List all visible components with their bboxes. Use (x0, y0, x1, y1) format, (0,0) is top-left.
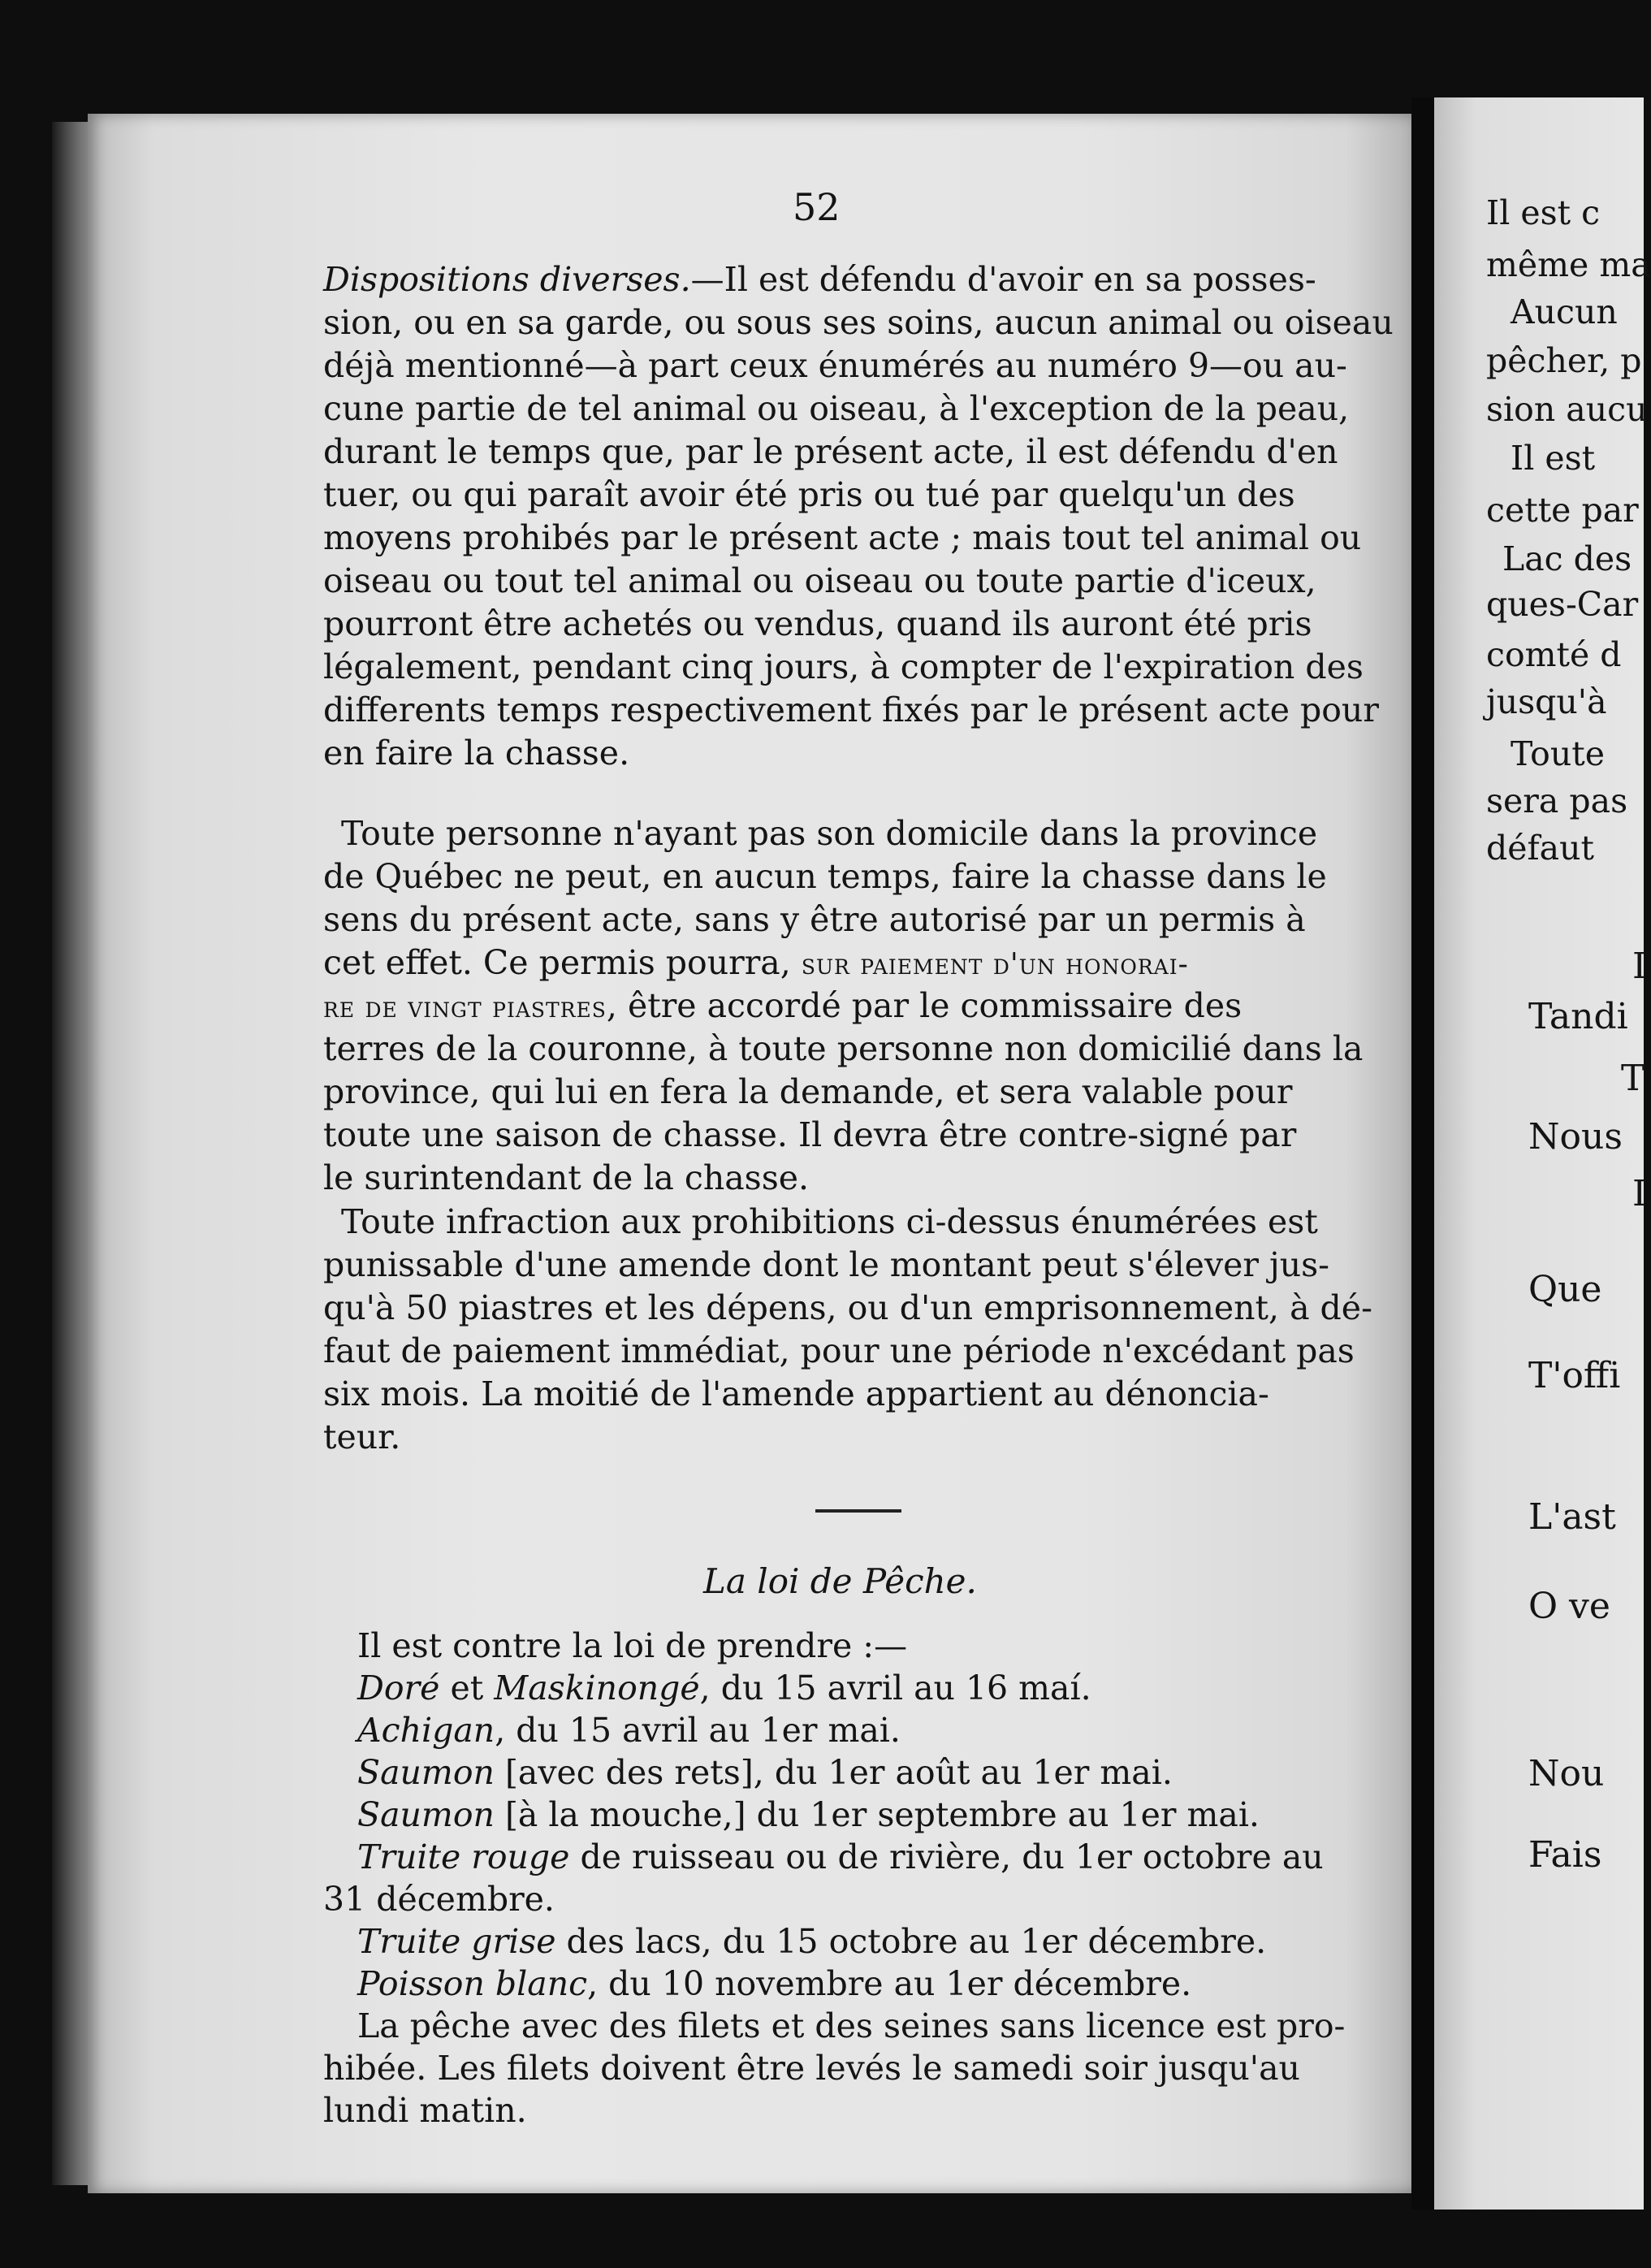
right-text-line: Il est (1511, 439, 1596, 478)
text-line: La pêche avec des filets et des seines sans licence est pro- (357, 2006, 1346, 2045)
text-line: six mois. La moitié de l'amende appartient au dénoncia- (323, 1374, 1269, 1413)
text-line: Il est contre la loi de prendre :— (357, 1626, 908, 1665)
text-line: moyens prohibés par le présent acte ; mais tout tel animal ou (323, 518, 1362, 557)
text-line: oiseau ou tout tel animal ou oiseau ou toute partie d'iceux, (323, 561, 1316, 600)
text-line: durant le temps que, par le présent acte, il est défendu d'en (323, 432, 1338, 471)
text-line: lundi matin. (323, 2091, 527, 2130)
text-line: sens du présent acte, sans y être autorisé par un permis à (323, 900, 1306, 939)
right-text-line: défaut (1486, 829, 1595, 868)
text-line: punissable d'une amende dont le montant peut s'élever jus- (323, 1245, 1330, 1284)
text-line: Toute infraction aux prohibitions ci-dessus énumérées est (341, 1202, 1318, 1241)
text-line: Achigan, du 15 avril au 1er mai. (357, 1711, 901, 1750)
text-line: Truite rouge de ruisseau ou de rivière, du 1er octobre au (357, 1837, 1324, 1876)
right-text-line: Que (1528, 1269, 1602, 1310)
text-line: de Québec ne peut, en aucun temps, faire la chasse dans le (323, 857, 1327, 896)
text-line: sion, ou en sa garde, ou sous ses soins, aucun animal ou oiseau (323, 303, 1394, 342)
section-title: La loi de Pêche. (703, 1561, 977, 1601)
text-line: 31 décembre. (323, 1880, 555, 1919)
right-text-line: Aucun (1511, 292, 1618, 331)
right-text-line: Nou (1528, 1753, 1605, 1794)
text-line: province, qui lui en fera la demande, et sera valable pour (323, 1072, 1293, 1111)
text-line: en faire la chasse. (323, 734, 630, 773)
right-text-line: L'ast (1528, 1496, 1616, 1538)
text-line: Doré et Maskinongé, du 15 avril au 16 maí. (357, 1669, 1091, 1707)
text-line: Dispositions diverses.—Il est défendu d'avoir en sa posses- (323, 260, 1316, 299)
text-line: faut de paiement immédiat, pour une période n'excédant pas (323, 1331, 1355, 1370)
text-line: teur. (323, 1418, 401, 1456)
page-number: 52 (793, 185, 841, 229)
right-text-line: O ve (1528, 1586, 1610, 1627)
right-text-line: cette par (1486, 491, 1639, 530)
text-line: differents temps respectivement fixés par le présent acte pour (323, 690, 1379, 729)
right-text-line: sion aucu (1486, 390, 1648, 429)
right-text-line: comté d (1486, 635, 1622, 674)
text-line: qu'à 50 piastres et les dépens, ou d'un emprisonnement, à dé- (323, 1288, 1372, 1327)
right-text-line: Toute (1511, 734, 1605, 773)
text-line: cet effet. Ce permis pourra, sur paiement d'un honorai- (323, 943, 1189, 982)
right-text-line: ques-Car (1486, 585, 1639, 624)
text-line: déjà mentionné—à part ceux énumérés au numéro 9—ou au- (323, 346, 1347, 385)
section-divider (815, 1509, 901, 1513)
text-line: toute une saison de chasse. Il devra être contre-signé par (323, 1115, 1297, 1154)
right-text-line: jusqu'à (1486, 682, 1607, 721)
text-line: le surintendant de la chasse. (323, 1158, 810, 1197)
text-line: re de vingt piastres, être accordé par le commissaire des (323, 986, 1243, 1025)
text-line: Saumon [à la mouche,] du 1er septembre au 1er mai. (357, 1795, 1260, 1834)
right-text-line: Fais (1528, 1834, 1602, 1876)
right-text-line: pêcher, p (1486, 341, 1642, 380)
text-line: Poisson blanc, du 10 novembre au 1er décembre. (357, 1964, 1192, 2003)
text-line: cune partie de tel animal ou oiseau, à l'exception de la peau, (323, 389, 1350, 428)
right-text-line: Lac des (1502, 539, 1632, 578)
right-text-line: T'offi (1528, 1355, 1621, 1396)
right-text-line: T (1621, 1058, 1645, 1099)
text-line: légalement, pendant cinq jours, à compter de l'expiration des (323, 647, 1364, 686)
right-text-line: I (1632, 946, 1647, 987)
text-line: tuer, ou qui paraît avoir été pris ou tué par quelqu'un des (323, 475, 1295, 514)
right-text-line: Nous (1528, 1116, 1623, 1158)
book-gutter (1411, 97, 1434, 2210)
text-line: Truite grise des lacs, du 15 octobre au 1er décembre. (357, 1922, 1267, 1961)
right-text-line: même ma (1486, 245, 1651, 284)
right-text-line: Il est c (1486, 193, 1601, 232)
right-text-line: sera pas (1486, 781, 1628, 820)
text-line: Toute personne n'ayant pas son domicile dans la province (341, 814, 1318, 853)
text-line: Saumon [avec des rets], du 1er août au 1er mai. (357, 1753, 1173, 1792)
text-line: hibée. Les filets doivent être levés le samedi soir jusqu'au (323, 2049, 1300, 2088)
text-line: pourront être achetés ou vendus, quand ils auront été pris (323, 604, 1312, 643)
right-text-line: Tandi (1528, 996, 1628, 1037)
text-line: terres de la couronne, à toute personne non domicilié dans la (323, 1029, 1364, 1068)
right-text-line: I (1632, 1173, 1647, 1214)
